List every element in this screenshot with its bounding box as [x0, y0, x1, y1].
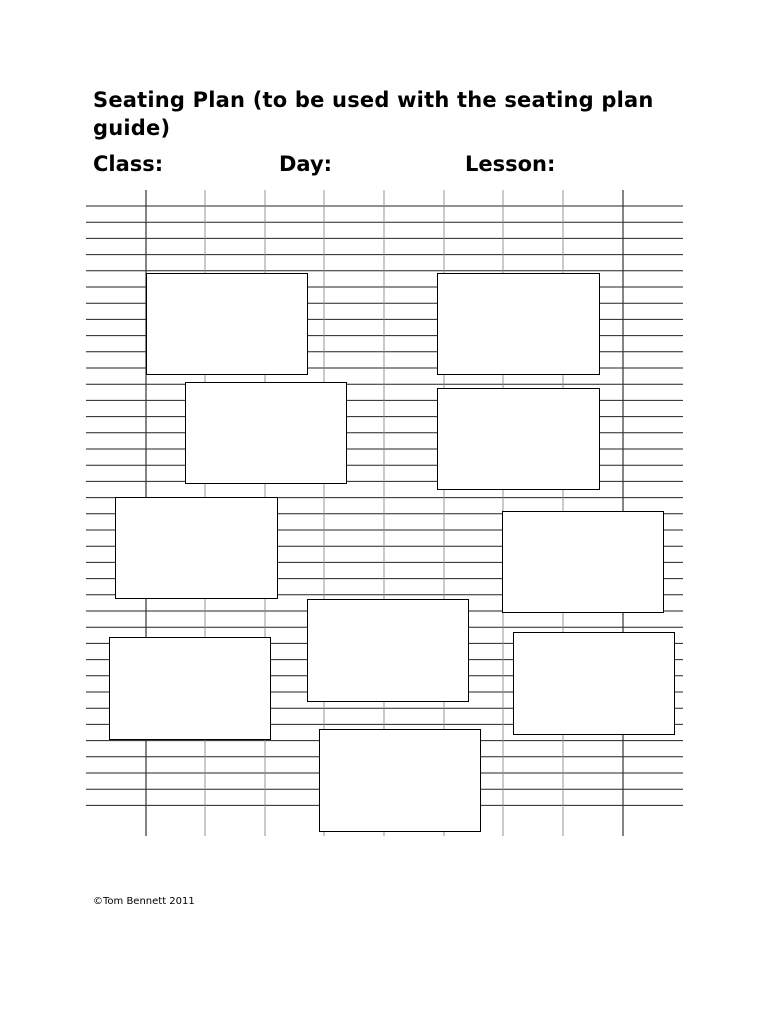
page-title: Seating Plan (to be used with the seating plan guide) [93, 88, 654, 140]
desk-box [115, 497, 278, 599]
desk-box [513, 632, 675, 735]
desk-box [437, 273, 600, 375]
desk-box [502, 511, 664, 613]
desk-box [319, 729, 481, 832]
class-label: Class: [93, 152, 164, 176]
desk-box [185, 382, 347, 484]
desk-box [109, 637, 271, 740]
lesson-label: Lesson: [465, 152, 556, 176]
desk-box [437, 388, 600, 490]
desk-box [307, 599, 469, 702]
copyright-footer: ©Tom Bennett 2011 [93, 896, 195, 907]
desk-box [146, 273, 308, 375]
day-label: Day: [279, 152, 333, 176]
